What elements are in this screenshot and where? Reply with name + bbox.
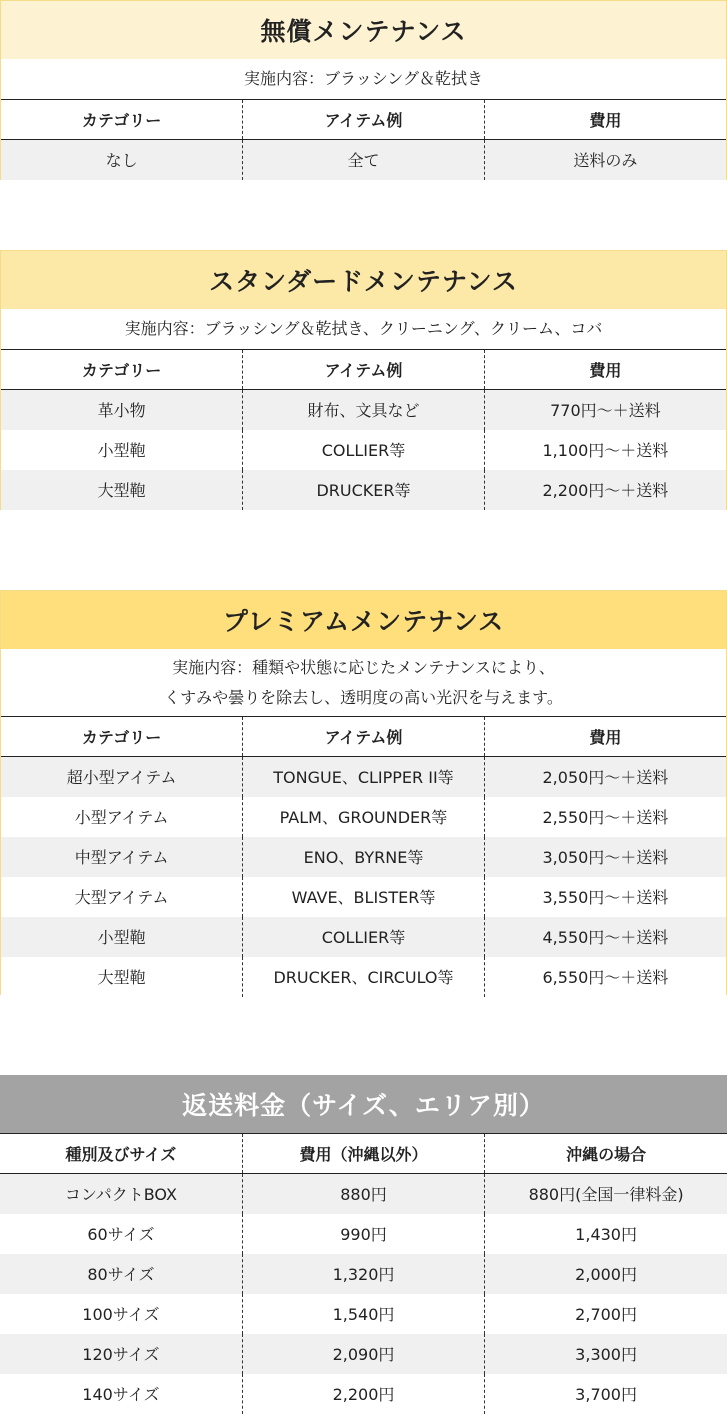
table-row xyxy=(0,1334,727,1374)
free-maintenance-section xyxy=(0,0,727,180)
cell-cost-okinawa: 3,300円 xyxy=(485,1334,727,1374)
cell-size: 80サイズ xyxy=(0,1254,242,1294)
header-cost: 費用 xyxy=(484,350,726,390)
cell-size: 100サイズ xyxy=(0,1294,242,1334)
header-category: カテゴリー xyxy=(1,350,243,390)
cell-cost-okinawa: 2,000円 xyxy=(485,1254,727,1294)
premium-maintenance-section xyxy=(0,590,727,995)
header-cost-mainland: 費用（沖縄以外） xyxy=(242,1134,484,1174)
cell-category: 小型鞄 xyxy=(1,917,243,957)
cell-items: WAVE、BLISTER等 xyxy=(243,877,485,917)
cell-size: 140サイズ xyxy=(0,1374,242,1414)
cell-items: PALM、GROUNDER等 xyxy=(243,797,485,837)
return-shipping-section xyxy=(0,1075,727,1410)
table-header-row xyxy=(0,1134,727,1174)
table-row xyxy=(1,470,726,510)
table-row xyxy=(0,1254,727,1294)
table-row xyxy=(1,757,726,797)
header-cost-okinawa: 沖縄の場合 xyxy=(485,1134,727,1174)
cell-items: ENO、BYRNE等 xyxy=(243,837,485,877)
table-row xyxy=(1,390,726,430)
cell-cost: 2,050円〜＋送料 xyxy=(484,757,726,797)
table-row xyxy=(1,837,726,877)
header-category: カテゴリー xyxy=(1,717,243,757)
table-row xyxy=(0,1214,727,1254)
price-table xyxy=(1,99,726,180)
cell-category: 超小型アイテム xyxy=(1,757,243,797)
cell-items: COLLIER等 xyxy=(243,430,485,470)
cell-cost: 3,550円〜＋送料 xyxy=(484,877,726,917)
table-row xyxy=(1,430,726,470)
cell-category: 革小物 xyxy=(1,390,243,430)
shipping-table xyxy=(0,1133,727,1414)
cell-items: 財布、文具など xyxy=(243,390,485,430)
header-cost: 費用 xyxy=(484,100,726,140)
cell-items: 全て xyxy=(243,140,485,180)
cell-cost-mainland: 1,320円 xyxy=(242,1254,484,1294)
cell-cost: 1,100円〜＋送料 xyxy=(484,430,726,470)
note-line: 実施内容：ブラッシング＆乾拭き、クリーニング、クリーム、コバ xyxy=(124,319,603,338)
cell-cost: 2,200円〜＋送料 xyxy=(484,470,726,510)
cell-size: 120サイズ xyxy=(0,1334,242,1374)
header-size: 種別及びサイズ xyxy=(0,1134,242,1174)
cell-items: DRUCKER、CIRCULO等 xyxy=(243,957,485,997)
table-row xyxy=(1,140,726,180)
cell-category: 小型鞄 xyxy=(1,430,243,470)
cell-cost-okinawa: 880円(全国一律料金) xyxy=(485,1174,727,1214)
price-table xyxy=(1,716,726,997)
section-note xyxy=(1,649,726,716)
section-title: 返送料金（サイズ、エリア別） xyxy=(0,1075,727,1133)
table-header-row xyxy=(1,350,726,390)
cell-cost-okinawa: 3,700円 xyxy=(485,1374,727,1414)
table-row xyxy=(1,877,726,917)
cell-cost: 770円〜＋送料 xyxy=(484,390,726,430)
cell-cost-mainland: 880円 xyxy=(242,1174,484,1214)
section-title: スタンダードメンテナンス xyxy=(1,251,726,309)
cell-cost-mainland: 2,200円 xyxy=(242,1374,484,1414)
cell-category: 大型アイテム xyxy=(1,877,243,917)
cell-cost: 6,550円〜＋送料 xyxy=(484,957,726,997)
price-table xyxy=(1,349,726,510)
section-title: 無償メンテナンス xyxy=(1,1,726,59)
table-row xyxy=(0,1374,727,1414)
header-items: アイテム例 xyxy=(243,350,485,390)
cell-category: なし xyxy=(1,140,243,180)
table-row xyxy=(0,1294,727,1334)
cell-cost-mainland: 1,540円 xyxy=(242,1294,484,1334)
cell-cost-mainland: 2,090円 xyxy=(242,1334,484,1374)
cell-cost: 2,550円〜＋送料 xyxy=(484,797,726,837)
header-category: カテゴリー xyxy=(1,100,243,140)
note-line: 実施内容：ブラッシング＆乾拭き xyxy=(244,69,483,88)
section-note xyxy=(1,309,726,349)
cell-items: COLLIER等 xyxy=(243,917,485,957)
cell-cost-mainland: 990円 xyxy=(242,1214,484,1254)
table-header-row xyxy=(1,717,726,757)
table-row xyxy=(1,917,726,957)
cell-cost-okinawa: 2,700円 xyxy=(485,1294,727,1334)
cell-items: DRUCKER等 xyxy=(243,470,485,510)
header-items: アイテム例 xyxy=(243,717,485,757)
table-row xyxy=(1,797,726,837)
note-line: くすみや曇りを除去し、透明度の高い光沢を与えます。 xyxy=(164,687,563,707)
cell-cost: 3,050円〜＋送料 xyxy=(484,837,726,877)
cell-category: 中型アイテム xyxy=(1,837,243,877)
cell-category: 大型鞄 xyxy=(1,470,243,510)
standard-maintenance-section xyxy=(0,250,727,510)
section-note xyxy=(1,59,726,99)
note-line: 実施内容：種類や状態に応じたメンテナンスにより、 xyxy=(172,657,555,677)
header-cost: 費用 xyxy=(484,717,726,757)
cell-size: 60サイズ xyxy=(0,1214,242,1254)
cell-category: 大型鞄 xyxy=(1,957,243,997)
cell-size: コンパクトBOX xyxy=(0,1174,242,1214)
cell-cost: 4,550円〜＋送料 xyxy=(484,917,726,957)
section-title: プレミアムメンテナンス xyxy=(1,591,726,649)
cell-cost: 送料のみ xyxy=(484,140,726,180)
header-items: アイテム例 xyxy=(243,100,485,140)
table-row xyxy=(1,957,726,997)
table-header-row xyxy=(1,100,726,140)
cell-cost-okinawa: 1,430円 xyxy=(485,1214,727,1254)
cell-items: TONGUE、CLIPPER II等 xyxy=(243,757,485,797)
table-row xyxy=(0,1174,727,1214)
cell-category: 小型アイテム xyxy=(1,797,243,837)
